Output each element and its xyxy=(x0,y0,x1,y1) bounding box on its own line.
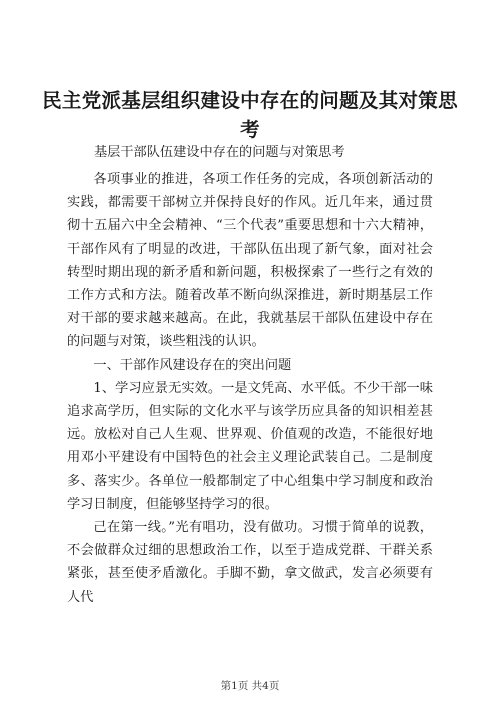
document-body xyxy=(67,168,433,609)
document-subtitle: 基层干部队伍建设中存在的问题与对策思考 xyxy=(94,145,345,160)
body-paragraph: 己在第一线。”光有唱功，没有做功。习惯于简单的说教，不会做群众过细的思想政治工作，以至于造成党群、干群关系紧张，甚至使矛盾激化。手脚不勤，拿文做武，发言必须要有人代 xyxy=(67,520,433,605)
section-heading: 一、干部作风建设存在的突出问题 xyxy=(93,357,292,373)
body-paragraph: 1、学习应景无实效。一是文凭高、水平低。不少干部一味追求高学历，但实际的文化水平与该学历应具备的知识相差甚远。放松对自己人生观、世界观、价值观的改造，不能很好地用邓小平建设有中国特色的社会主义理论武装自己。二是制度多、落实少。各单位一般都制定了中心组集中学习制度和政治学习日制度，但能够坚持学习的很。 xyxy=(67,380,433,512)
body-paragraph: 各项事业的推进，各项工作任务的完成，各项创新活动的实践，都需要干部树立并保持良好的作风。近几年来，通过贯彻十五届六中全会精神、“三个代表”重要思想和十六大精神，干部作风有了明显的改进，干部队伍出现了新气象，面对社会转型时期出现的新矛盾和新问题，积极探索了一些行之有效的工作方式和方法。随着改革不断向纵深推进，新时期基层工作对干部的要求越来越高。在此，我就基层干部队伍建设中存在的问题与对策，谈些粗浅的认识。 xyxy=(67,172,433,350)
document-title: 民主党派基层组织建设中存在的问题及其对策思考 xyxy=(42,89,458,141)
page-footer: 第1页 共4页 xyxy=(220,680,280,692)
